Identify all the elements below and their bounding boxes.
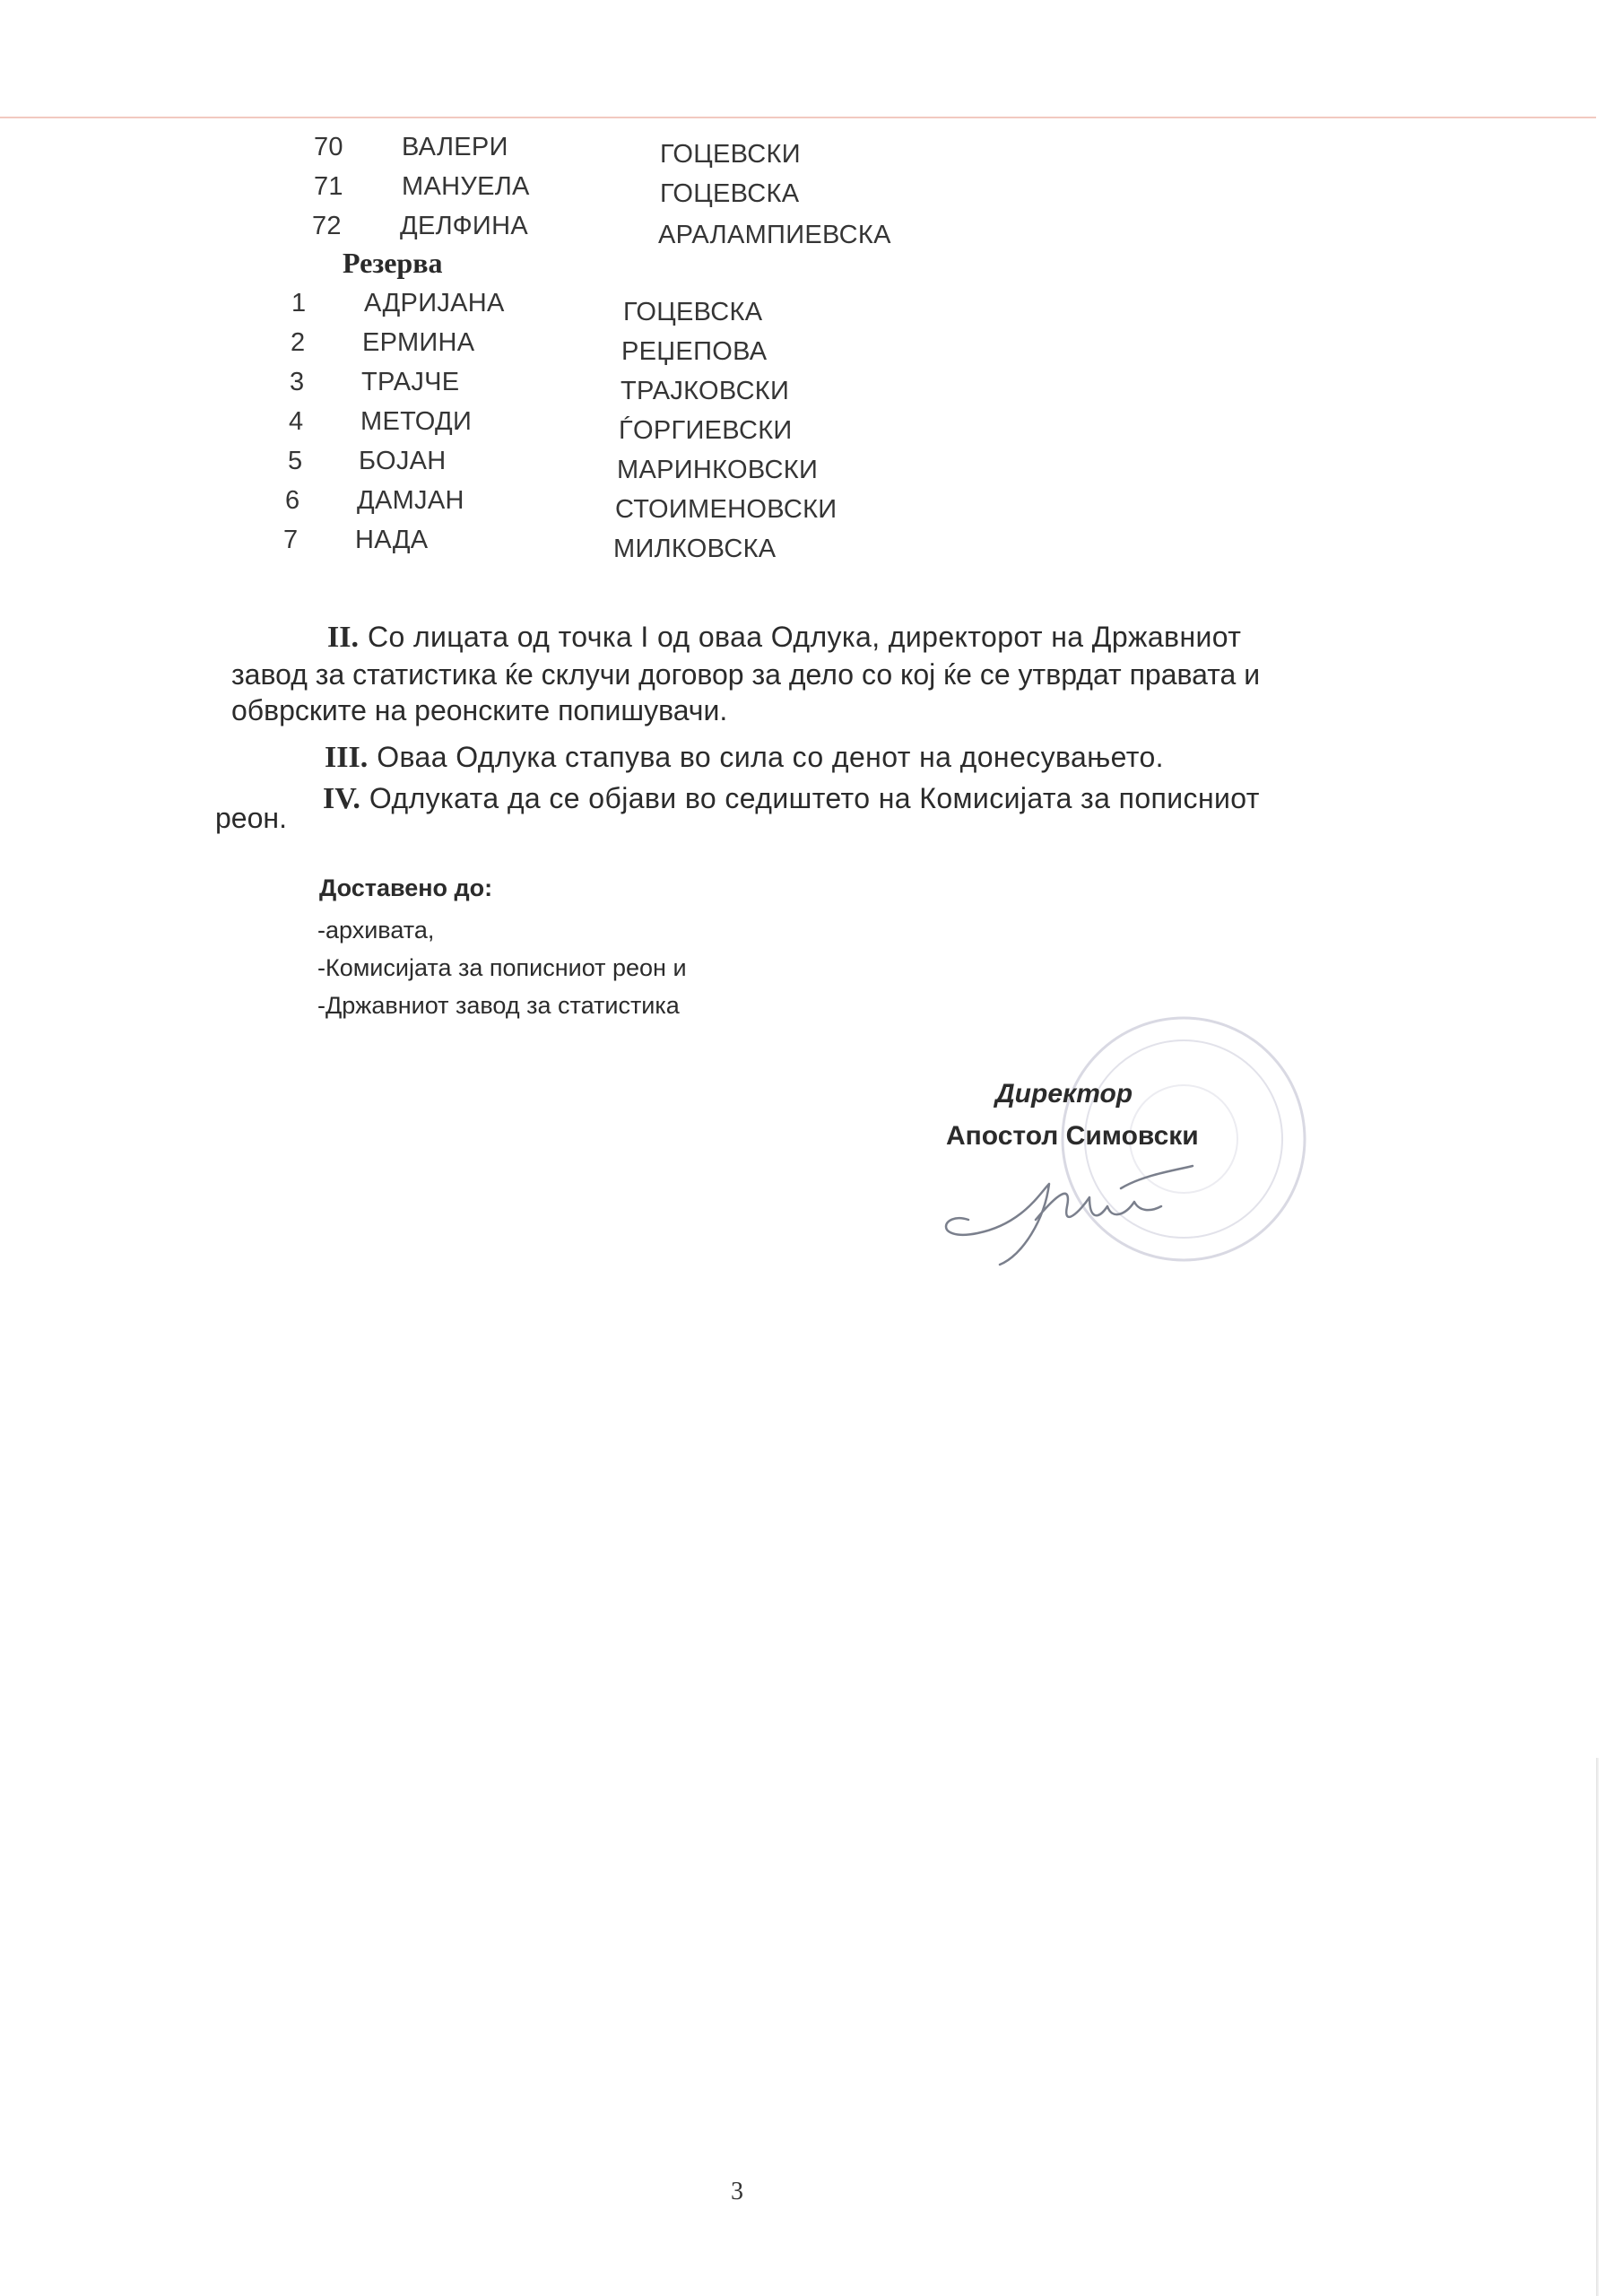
reserve-item-last-name: ТРАЈКОВСКИ [621, 377, 790, 405]
paragraph-ii-line2: завод за статистика ќе склучи договор за дело со кој ќе се утврдат правата и [231, 658, 1261, 691]
list-item-number: 71 [314, 172, 343, 201]
paragraph-iv-line2: реон. [215, 802, 287, 834]
reserve-item-first-name: ДАМЈАН [357, 486, 464, 515]
page-number: 3 [731, 2178, 743, 2205]
reserve-item-first-name: ЕРМИНА [362, 328, 475, 357]
list-item-number: 70 [314, 133, 343, 161]
director-title: Директор [995, 1079, 1133, 1109]
list-item-first-name: ДЕЛФИНА [400, 212, 528, 240]
list-item-last-name: ГОЦЕВСКИ [660, 140, 801, 169]
reserve-heading: Резерва [343, 247, 443, 279]
delivered-item: -Државниот завод за статистика [317, 992, 680, 1019]
reserve-item-number: 1 [291, 289, 307, 317]
delivered-item: -Комисијата за пописниот реон и [317, 954, 687, 981]
paragraph-text: Оваа Одлука стапува во сила со денот на донесувањето. [377, 741, 1164, 773]
header-divider [0, 117, 1596, 118]
reserve-item-last-name: МИЛКОВСКА [613, 535, 777, 563]
paragraph-number: IV. [323, 782, 360, 815]
reserve-item-last-name: ЃОРГИЕВСКИ [619, 416, 793, 445]
reserve-item-last-name: ГОЦЕВСКА [623, 298, 763, 326]
list-item-last-name: АРАЛАМПИЕВСКА [658, 221, 891, 249]
paragraph-text: Одлуката да се објави во седиштето на Комисијата за пописниот [369, 782, 1260, 814]
reserve-item-number: 4 [289, 407, 304, 436]
handwritten-signature [915, 1157, 1219, 1274]
director-name: Апостол Симовски [946, 1121, 1199, 1151]
reserve-item-number: 3 [290, 368, 305, 396]
reserve-item-last-name: МАРИНКОВСКИ [617, 456, 819, 484]
paragraph-ii-line1 [327, 617, 1381, 657]
reserve-item-first-name: МЕТОДИ [360, 407, 473, 436]
paragraph-number: II. [327, 621, 359, 654]
page-edge-shadow [1596, 1758, 1599, 2296]
paragraph-number: III. [325, 741, 369, 774]
reserve-item-number: 6 [285, 486, 300, 515]
reserve-item-number: 2 [291, 328, 306, 357]
list-item-last-name: ГОЦЕВСКА [660, 179, 800, 208]
delivered-heading: Доставено до: [319, 874, 493, 901]
list-item-first-name: МАНУЕЛА [402, 172, 530, 201]
reserve-item-first-name: НАДА [355, 526, 429, 554]
delivered-item: -архивата, [317, 917, 435, 944]
list-item-number: 72 [312, 212, 342, 240]
paragraph-iii [325, 737, 1401, 778]
reserve-item-last-name: СТОИМЕНОВСКИ [615, 495, 838, 524]
reserve-item-number: 5 [288, 447, 303, 475]
reserve-item-last-name: РЕЏЕПОВА [621, 337, 768, 366]
reserve-item-number: 7 [283, 526, 299, 554]
reserve-item-first-name: ТРАЈЧЕ [361, 368, 460, 396]
paragraph-iv-line1 [323, 778, 1354, 819]
list-item-first-name: ВАЛЕРИ [402, 133, 508, 161]
paragraph-ii-line3: обврските на реонските попишувачи. [231, 694, 728, 726]
reserve-item-first-name: АДРИЈАНА [364, 289, 505, 317]
paragraph-text: Со лицата од точка I од оваа Одлука, директорот на Државниот [367, 621, 1242, 653]
reserve-item-first-name: БОЈАН [359, 447, 447, 475]
